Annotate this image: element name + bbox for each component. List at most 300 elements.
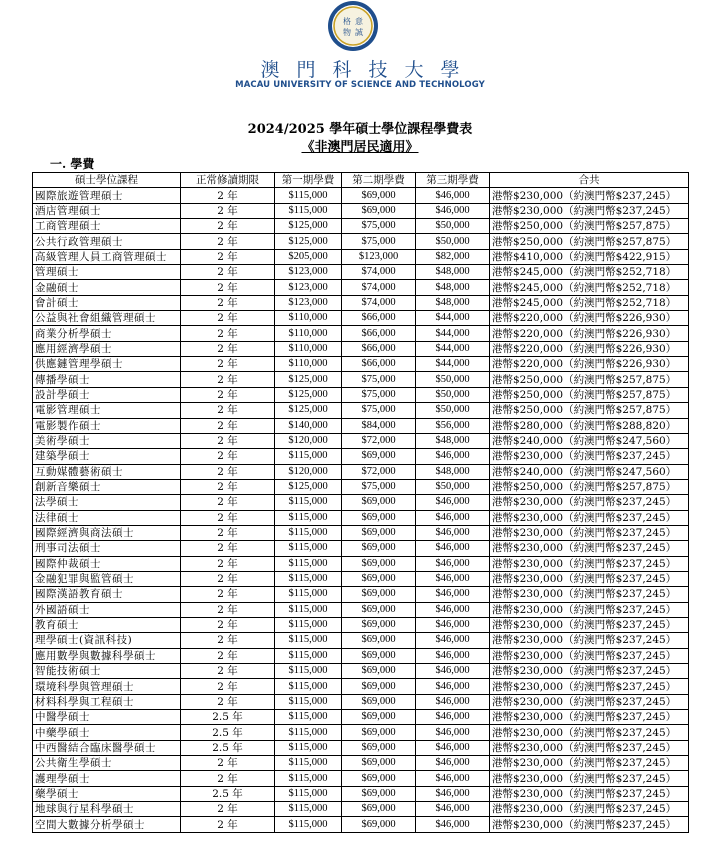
total-fee-cell: 港幣$240,000（約澳門幣$247,560） — [490, 464, 689, 479]
third-fee-cell: $46,000 — [416, 188, 490, 203]
university-seal-logo — [327, 0, 379, 52]
table-row — [33, 433, 689, 448]
total-fee-cell: 港幣$230,000（約澳門幣$237,245） — [490, 633, 689, 648]
program-name-cell: 互動媒體藝術碩士 — [33, 464, 181, 479]
third-fee-cell: $46,000 — [416, 802, 490, 817]
second-fee-cell: $69,000 — [342, 740, 416, 755]
second-fee-cell: $69,000 — [342, 510, 416, 525]
table-row — [33, 556, 689, 571]
second-fee-cell: $66,000 — [342, 311, 416, 326]
table-row — [33, 664, 689, 679]
table-row — [33, 449, 689, 464]
second-fee-cell: $66,000 — [342, 341, 416, 356]
second-fee-cell: $69,000 — [342, 541, 416, 556]
svg-text:意: 意 — [355, 17, 363, 26]
first-fee-cell: $115,000 — [275, 740, 342, 755]
program-name-cell: 理學碩士(資訊科技) — [33, 633, 181, 648]
duration-cell: 2 年 — [181, 433, 275, 448]
second-fee-cell: $66,000 — [342, 326, 416, 341]
total-fee-cell: 港幣$230,000（約澳門幣$237,245） — [490, 802, 689, 817]
third-fee-cell: $46,000 — [416, 495, 490, 510]
duration-cell: 2.5 年 — [181, 740, 275, 755]
total-fee-cell: 港幣$245,000（約澳門幣$252,718） — [490, 265, 689, 280]
duration-cell: 2 年 — [181, 495, 275, 510]
total-fee-cell: 港幣$250,000（約澳門幣$257,875） — [490, 387, 689, 402]
duration-cell: 2.5 年 — [181, 725, 275, 740]
duration-cell: 2 年 — [181, 587, 275, 602]
duration-cell: 2 年 — [181, 648, 275, 663]
total-fee-cell: 港幣$245,000（約澳門幣$252,718） — [490, 280, 689, 295]
header-total: 合共 — [490, 173, 689, 188]
table-row — [33, 802, 689, 817]
table-row — [33, 495, 689, 510]
table-row — [33, 234, 689, 249]
second-fee-cell: $69,000 — [342, 771, 416, 786]
university-name-english: MACAU UNIVERSITY OF SCIENCE AND TECHNOLOGY — [235, 80, 485, 90]
second-fee-cell: $69,000 — [342, 679, 416, 694]
total-fee-cell: 港幣$240,000（約澳門幣$247,560） — [490, 433, 689, 448]
third-fee-cell: $46,000 — [416, 525, 490, 540]
total-fee-cell: 港幣$230,000（約澳門幣$237,245） — [490, 648, 689, 663]
total-fee-cell: 港幣$230,000（約澳門幣$237,245） — [490, 525, 689, 540]
duration-cell: 2 年 — [181, 311, 275, 326]
total-fee-cell: 港幣$230,000（約澳門幣$237,245） — [490, 556, 689, 571]
duration-cell: 2 年 — [181, 802, 275, 817]
third-fee-cell: $46,000 — [416, 725, 490, 740]
program-name-cell: 供應鏈管理學碩士 — [33, 357, 181, 372]
third-fee-cell: $56,000 — [416, 418, 490, 433]
program-name-cell: 法律碩士 — [33, 510, 181, 525]
program-name-cell: 應用經濟學碩士 — [33, 341, 181, 356]
first-fee-cell: $115,000 — [275, 203, 342, 218]
second-fee-cell: $69,000 — [342, 587, 416, 602]
second-fee-cell: $74,000 — [342, 265, 416, 280]
third-fee-cell: $46,000 — [416, 541, 490, 556]
table-row — [33, 756, 689, 771]
total-fee-cell: 港幣$230,000（約澳門幣$237,245） — [490, 694, 689, 709]
duration-cell: 2 年 — [181, 403, 275, 418]
second-fee-cell: $75,000 — [342, 403, 416, 418]
third-fee-cell: $48,000 — [416, 265, 490, 280]
program-name-cell: 國際旅遊管理碩士 — [33, 188, 181, 203]
first-fee-cell: $115,000 — [275, 771, 342, 786]
third-fee-cell: $46,000 — [416, 203, 490, 218]
first-fee-cell: $115,000 — [275, 602, 342, 617]
program-name-cell: 創新音樂碩士 — [33, 479, 181, 494]
program-name-cell: 高級管理人員工商管理碩士 — [33, 249, 181, 264]
program-name-cell: 公共衛生學碩士 — [33, 756, 181, 771]
first-fee-cell: $110,000 — [275, 341, 342, 356]
table-row — [33, 387, 689, 402]
third-fee-cell: $50,000 — [416, 387, 490, 402]
first-fee-cell: $115,000 — [275, 664, 342, 679]
first-fee-cell: $110,000 — [275, 311, 342, 326]
second-fee-cell: $69,000 — [342, 617, 416, 632]
document-title: 2024/2025 學年碩士學位課程學費表 — [247, 122, 473, 137]
third-fee-cell: $50,000 — [416, 372, 490, 387]
third-fee-cell: $44,000 — [416, 357, 490, 372]
first-fee-cell: $140,000 — [275, 418, 342, 433]
table-row — [33, 740, 689, 755]
table-row — [33, 725, 689, 740]
table-row — [33, 541, 689, 556]
third-fee-cell: $46,000 — [416, 617, 490, 632]
first-fee-cell: $125,000 — [275, 479, 342, 494]
duration-cell: 2 年 — [181, 479, 275, 494]
table-header-row — [33, 173, 689, 188]
total-fee-cell: 港幣$250,000（約澳門幣$257,875） — [490, 234, 689, 249]
table-row — [33, 571, 689, 586]
duration-cell: 2 年 — [181, 525, 275, 540]
total-fee-cell: 港幣$230,000（約澳門幣$237,245） — [490, 510, 689, 525]
program-name-cell: 國際漢語教育碩士 — [33, 587, 181, 602]
program-name-cell: 外國語碩士 — [33, 602, 181, 617]
table-row — [33, 357, 689, 372]
table-row — [33, 280, 689, 295]
program-name-cell: 金融碩士 — [33, 280, 181, 295]
svg-text:物: 物 — [343, 28, 351, 37]
first-fee-cell: $115,000 — [275, 710, 342, 725]
second-fee-cell: $69,000 — [342, 203, 416, 218]
second-fee-cell: $69,000 — [342, 188, 416, 203]
duration-cell: 2 年 — [181, 556, 275, 571]
third-fee-cell: $46,000 — [416, 679, 490, 694]
third-fee-cell: $50,000 — [416, 479, 490, 494]
total-fee-cell: 港幣$230,000（約澳門幣$237,245） — [490, 587, 689, 602]
total-fee-cell: 港幣$220,000（約澳門幣$226,930） — [490, 311, 689, 326]
second-fee-cell: $75,000 — [342, 387, 416, 402]
program-name-cell: 地球與行星科學碩士 — [33, 802, 181, 817]
first-fee-cell: $123,000 — [275, 295, 342, 310]
third-fee-cell: $46,000 — [416, 510, 490, 525]
first-fee-cell: $115,000 — [275, 587, 342, 602]
first-fee-cell: $123,000 — [275, 280, 342, 295]
third-fee-cell: $50,000 — [416, 403, 490, 418]
total-fee-cell: 港幣$230,000（約澳門幣$237,245） — [490, 541, 689, 556]
second-fee-cell: $69,000 — [342, 710, 416, 725]
duration-cell: 2 年 — [181, 771, 275, 786]
table-row — [33, 265, 689, 280]
first-fee-cell: $120,000 — [275, 433, 342, 448]
duration-cell: 2 年 — [181, 219, 275, 234]
third-fee-cell: $44,000 — [416, 311, 490, 326]
total-fee-cell: 港幣$230,000（約澳門幣$237,245） — [490, 449, 689, 464]
second-fee-cell: $69,000 — [342, 802, 416, 817]
first-fee-cell: $115,000 — [275, 786, 342, 801]
duration-cell: 2 年 — [181, 664, 275, 679]
first-fee-cell: $115,000 — [275, 556, 342, 571]
third-fee-cell: $46,000 — [416, 710, 490, 725]
third-fee-cell: $50,000 — [416, 219, 490, 234]
first-fee-cell: $115,000 — [275, 525, 342, 540]
program-name-cell: 工商管理碩士 — [33, 219, 181, 234]
duration-cell: 2 年 — [181, 265, 275, 280]
first-fee-cell: $125,000 — [275, 387, 342, 402]
first-fee-cell: $115,000 — [275, 449, 342, 464]
program-name-cell: 材料科學與工程碩士 — [33, 694, 181, 709]
duration-cell: 2 年 — [181, 633, 275, 648]
third-fee-cell: $46,000 — [416, 556, 490, 571]
table-row — [33, 341, 689, 356]
program-name-cell: 藥學碩士 — [33, 786, 181, 801]
header-third-installment: 第三期學費 — [416, 173, 490, 188]
third-fee-cell: $44,000 — [416, 326, 490, 341]
table-row — [33, 249, 689, 264]
table-row — [33, 295, 689, 310]
university-header — [0, 0, 720, 100]
table-row — [33, 710, 689, 725]
duration-cell: 2 年 — [181, 295, 275, 310]
first-fee-cell: $125,000 — [275, 234, 342, 249]
svg-text:格: 格 — [343, 17, 351, 26]
third-fee-cell: $46,000 — [416, 664, 490, 679]
duration-cell: 2 年 — [181, 510, 275, 525]
university-name-chinese: 澳門科技大學 — [260, 59, 477, 81]
section-heading: 一. 學費 — [50, 157, 95, 171]
total-fee-cell: 港幣$220,000（約澳門幣$226,930） — [490, 326, 689, 341]
first-fee-cell: $115,000 — [275, 756, 342, 771]
total-fee-cell: 港幣$230,000（約澳門幣$237,245） — [490, 817, 689, 832]
program-name-cell: 電影製作碩士 — [33, 418, 181, 433]
program-name-cell: 金融犯罪與監管碩士 — [33, 571, 181, 586]
first-fee-cell: $115,000 — [275, 510, 342, 525]
second-fee-cell: $69,000 — [342, 725, 416, 740]
first-fee-cell: $115,000 — [275, 541, 342, 556]
second-fee-cell: $69,000 — [342, 756, 416, 771]
second-fee-cell: $69,000 — [342, 449, 416, 464]
total-fee-cell: 港幣$230,000（約澳門幣$237,245） — [490, 771, 689, 786]
duration-cell: 2 年 — [181, 541, 275, 556]
program-name-cell: 應用數學與數據科學碩士 — [33, 648, 181, 663]
total-fee-cell: 港幣$230,000（約澳門幣$237,245） — [490, 495, 689, 510]
duration-cell: 2 年 — [181, 280, 275, 295]
duration-cell: 2 年 — [181, 326, 275, 341]
duration-cell: 2 年 — [181, 418, 275, 433]
duration-cell: 2 年 — [181, 602, 275, 617]
second-fee-cell: $66,000 — [342, 357, 416, 372]
tuition-fee-table — [32, 172, 689, 833]
first-fee-cell: $110,000 — [275, 326, 342, 341]
program-name-cell: 國際經濟與商法碩士 — [33, 525, 181, 540]
table-row — [33, 648, 689, 663]
svg-text:誠: 誠 — [355, 28, 363, 37]
second-fee-cell: $69,000 — [342, 602, 416, 617]
third-fee-cell: $50,000 — [416, 234, 490, 249]
first-fee-cell: $115,000 — [275, 679, 342, 694]
second-fee-cell: $75,000 — [342, 234, 416, 249]
duration-cell: 2 年 — [181, 341, 275, 356]
program-name-cell: 設計學碩士 — [33, 387, 181, 402]
total-fee-cell: 港幣$230,000（約澳門幣$237,245） — [490, 679, 689, 694]
table-row — [33, 694, 689, 709]
total-fee-cell: 港幣$280,000（約澳門幣$288,820） — [490, 418, 689, 433]
third-fee-cell: $46,000 — [416, 740, 490, 755]
second-fee-cell: $75,000 — [342, 372, 416, 387]
second-fee-cell: $75,000 — [342, 479, 416, 494]
duration-cell: 2 年 — [181, 249, 275, 264]
total-fee-cell: 港幣$230,000（約澳門幣$237,245） — [490, 664, 689, 679]
duration-cell: 2 年 — [181, 617, 275, 632]
duration-cell: 2 年 — [181, 464, 275, 479]
second-fee-cell: $72,000 — [342, 464, 416, 479]
total-fee-cell: 港幣$410,000（約澳門幣$422,915） — [490, 249, 689, 264]
table-row — [33, 679, 689, 694]
second-fee-cell: $72,000 — [342, 433, 416, 448]
duration-cell: 2 年 — [181, 387, 275, 402]
third-fee-cell: $48,000 — [416, 464, 490, 479]
duration-cell: 2.5 年 — [181, 710, 275, 725]
third-fee-cell: $48,000 — [416, 433, 490, 448]
program-name-cell: 美術學碩士 — [33, 433, 181, 448]
third-fee-cell: $48,000 — [416, 280, 490, 295]
program-name-cell: 中醫學碩士 — [33, 710, 181, 725]
total-fee-cell: 港幣$230,000（約澳門幣$237,245） — [490, 725, 689, 740]
table-row — [33, 525, 689, 540]
program-name-cell: 傳播學碩士 — [33, 372, 181, 387]
third-fee-cell: $46,000 — [416, 648, 490, 663]
first-fee-cell: $115,000 — [275, 817, 342, 832]
program-name-cell: 法學碩士 — [33, 495, 181, 510]
program-name-cell: 公共行政管理碩士 — [33, 234, 181, 249]
table-row — [33, 587, 689, 602]
table-row — [33, 188, 689, 203]
table-row — [33, 479, 689, 494]
total-fee-cell: 港幣$230,000（約澳門幣$237,245） — [490, 740, 689, 755]
table-row — [33, 617, 689, 632]
total-fee-cell: 港幣$250,000（約澳門幣$257,875） — [490, 372, 689, 387]
program-name-cell: 空間大數據分析學碩士 — [33, 817, 181, 832]
table-row — [33, 771, 689, 786]
second-fee-cell: $75,000 — [342, 219, 416, 234]
program-name-cell: 中藥學碩士 — [33, 725, 181, 740]
program-name-cell: 管理碩士 — [33, 265, 181, 280]
table-row — [33, 602, 689, 617]
header-first-installment: 第一期學費 — [275, 173, 342, 188]
duration-cell: 2 年 — [181, 571, 275, 586]
first-fee-cell: $115,000 — [275, 648, 342, 663]
total-fee-cell: 港幣$230,000（約澳門幣$237,245） — [490, 786, 689, 801]
header-program: 碩士學位課程 — [33, 173, 181, 188]
third-fee-cell: $82,000 — [416, 249, 490, 264]
first-fee-cell: $115,000 — [275, 617, 342, 632]
total-fee-cell: 港幣$250,000（約澳門幣$257,875） — [490, 219, 689, 234]
program-name-cell: 商業分析學碩士 — [33, 326, 181, 341]
second-fee-cell: $123,000 — [342, 249, 416, 264]
second-fee-cell: $84,000 — [342, 418, 416, 433]
program-name-cell: 刑事司法碩士 — [33, 541, 181, 556]
third-fee-cell: $48,000 — [416, 295, 490, 310]
table-row — [33, 403, 689, 418]
total-fee-cell: 港幣$230,000（約澳門幣$237,245） — [490, 617, 689, 632]
second-fee-cell: $69,000 — [342, 786, 416, 801]
duration-cell: 2 年 — [181, 756, 275, 771]
total-fee-cell: 港幣$220,000（約澳門幣$226,930） — [490, 357, 689, 372]
second-fee-cell: $69,000 — [342, 664, 416, 679]
duration-cell: 2 年 — [181, 679, 275, 694]
table-row — [33, 786, 689, 801]
second-fee-cell: $74,000 — [342, 280, 416, 295]
second-fee-cell: $69,000 — [342, 694, 416, 709]
table-row — [33, 372, 689, 387]
table-row — [33, 510, 689, 525]
third-fee-cell: $46,000 — [416, 771, 490, 786]
first-fee-cell: $125,000 — [275, 403, 342, 418]
first-fee-cell: $115,000 — [275, 802, 342, 817]
table-body — [33, 188, 689, 832]
document-subtitle-wrap — [0, 136, 720, 155]
duration-cell: 2 年 — [181, 817, 275, 832]
program-name-cell: 環境科學與管理碩士 — [33, 679, 181, 694]
first-fee-cell: $120,000 — [275, 464, 342, 479]
second-fee-cell: $74,000 — [342, 295, 416, 310]
duration-cell: 2 年 — [181, 694, 275, 709]
second-fee-cell: $69,000 — [342, 648, 416, 663]
total-fee-cell: 港幣$230,000（約澳門幣$237,245） — [490, 188, 689, 203]
third-fee-cell: $46,000 — [416, 786, 490, 801]
program-name-cell: 護理學碩士 — [33, 771, 181, 786]
first-fee-cell: $125,000 — [275, 372, 342, 387]
header-second-installment: 第二期學費 — [342, 173, 416, 188]
total-fee-cell: 港幣$250,000（約澳門幣$257,875） — [490, 403, 689, 418]
program-name-cell: 中西醫結合臨床醫學碩士 — [33, 740, 181, 755]
first-fee-cell: $125,000 — [275, 219, 342, 234]
third-fee-cell: $46,000 — [416, 694, 490, 709]
second-fee-cell: $69,000 — [342, 556, 416, 571]
first-fee-cell: $110,000 — [275, 357, 342, 372]
second-fee-cell: $69,000 — [342, 633, 416, 648]
first-fee-cell: $115,000 — [275, 571, 342, 586]
third-fee-cell: $46,000 — [416, 633, 490, 648]
second-fee-cell: $69,000 — [342, 817, 416, 832]
program-name-cell: 電影管理碩士 — [33, 403, 181, 418]
third-fee-cell: $46,000 — [416, 587, 490, 602]
first-fee-cell: $115,000 — [275, 495, 342, 510]
total-fee-cell: 港幣$230,000（約澳門幣$237,245） — [490, 756, 689, 771]
table-row — [33, 817, 689, 832]
program-name-cell: 公益與社會組織管理碩士 — [33, 311, 181, 326]
third-fee-cell: $44,000 — [416, 341, 490, 356]
third-fee-cell: $46,000 — [416, 817, 490, 832]
duration-cell: 2 年 — [181, 203, 275, 218]
second-fee-cell: $69,000 — [342, 495, 416, 510]
duration-cell: 2 年 — [181, 234, 275, 249]
first-fee-cell: $115,000 — [275, 633, 342, 648]
program-name-cell: 建築學碩士 — [33, 449, 181, 464]
program-name-cell: 酒店管理碩士 — [33, 203, 181, 218]
duration-cell: 2 年 — [181, 357, 275, 372]
program-name-cell: 教育碩士 — [33, 617, 181, 632]
table-row — [33, 203, 689, 218]
duration-cell: 2 年 — [181, 449, 275, 464]
first-fee-cell: $115,000 — [275, 188, 342, 203]
header-duration: 正常修讀期限 — [181, 173, 275, 188]
document-subtitle: 《非澳門居民適用》 — [301, 140, 419, 155]
second-fee-cell: $69,000 — [342, 571, 416, 586]
first-fee-cell: $123,000 — [275, 265, 342, 280]
table-row — [33, 311, 689, 326]
second-fee-cell: $69,000 — [342, 525, 416, 540]
third-fee-cell: $46,000 — [416, 449, 490, 464]
total-fee-cell: 港幣$230,000（約澳門幣$237,245） — [490, 203, 689, 218]
first-fee-cell: $115,000 — [275, 725, 342, 740]
third-fee-cell: $46,000 — [416, 756, 490, 771]
third-fee-cell: $46,000 — [416, 602, 490, 617]
first-fee-cell: $115,000 — [275, 694, 342, 709]
table-row — [33, 633, 689, 648]
program-name-cell: 國際仲裁碩士 — [33, 556, 181, 571]
first-fee-cell: $205,000 — [275, 249, 342, 264]
table-row — [33, 464, 689, 479]
